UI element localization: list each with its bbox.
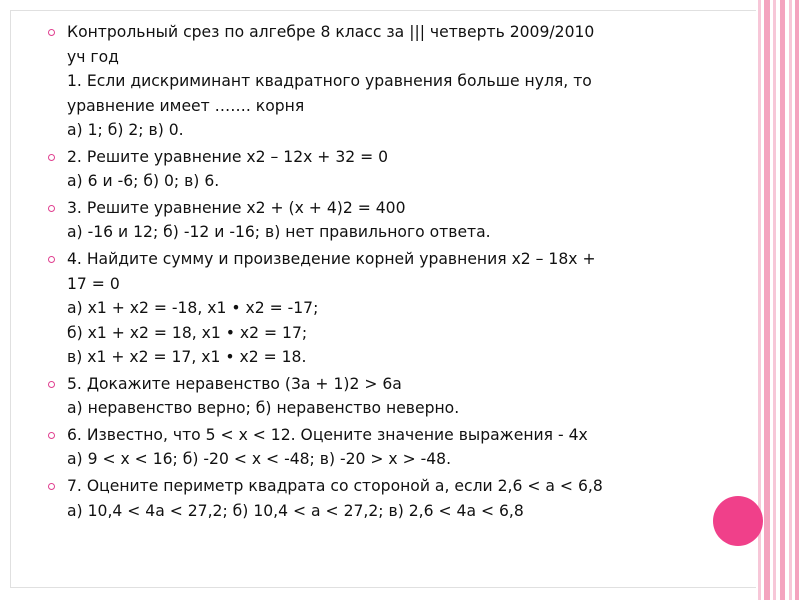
item-line: б) х1 + х2 = 18, х1 • х2 = 17;: [67, 323, 308, 342]
decorative-circle: [713, 496, 763, 546]
list-item: [48, 423, 688, 472]
bullet-icon: [48, 432, 55, 439]
item-line: а) -16 и 12; б) -12 и -16; в) нет правильного ответа.: [67, 223, 491, 242]
item-line: 5. Докажите неравенство (3а + 1)2 > 6а: [67, 374, 402, 393]
item-line: 3. Решите уравнение х2 + (х + 4)2 = 400: [67, 198, 406, 217]
item-line: Контрольный срез по алгебре 8 класс за ||| четверть 2009/2010: [67, 23, 595, 41]
item-line: уравнение имеет ……. корня: [67, 96, 305, 115]
bullet-icon: [48, 29, 55, 36]
list-item: [48, 20, 688, 143]
stripe: [795, 0, 799, 600]
stripe: [780, 0, 785, 600]
bullet-icon: [48, 205, 55, 212]
bullet-icon: [48, 483, 55, 490]
item-line: 6. Известно, что 5 < х < 12. Оцените значение выражения - 4х: [67, 425, 588, 444]
list-item: [48, 372, 688, 421]
list-item: [48, 196, 688, 245]
slide-content: [48, 20, 688, 525]
item-line: 1. Если дискриминант квадратного уравнения больше нуля, то: [67, 72, 592, 90]
list-item: [48, 474, 688, 523]
list-item: [48, 145, 688, 194]
item-line: 2. Решите уравнение х2 – 12х + 32 = 0: [67, 147, 389, 166]
item-line: а) 6 и -6; б) 0; в) 6.: [67, 172, 220, 191]
list-item: [48, 247, 688, 370]
decorative-stripes: [756, 0, 800, 600]
item-line: а) неравенство верно; б) неравенство неверно.: [67, 399, 460, 418]
item-line: 17 = 0: [67, 274, 120, 293]
item-line: а) 10,4 < 4а < 27,2; б) 10,4 < а < 27,2; в) 2,6 < 4а < 6,8: [67, 501, 524, 520]
bullet-icon: [48, 154, 55, 161]
item-line: а) х1 + х2 = -18, х1 • х2 = -17;: [67, 299, 319, 318]
item-line: а) 1; б) 2; в) 0.: [67, 121, 184, 139]
bullet-icon: [48, 381, 55, 388]
item-line: уч год: [67, 47, 119, 66]
item-line: а) 9 < х < 16; б) -20 < х < -48; в) -20 > х > -48.: [67, 450, 452, 469]
item-line: в) х1 + х2 = 17, х1 • х2 = 18.: [67, 348, 307, 367]
stripe: [773, 0, 776, 600]
item-line: 4. Найдите сумму и произведение корней уравнения х2 – 18х +: [67, 250, 596, 269]
stripe: [764, 0, 770, 600]
item-line: 7. Оцените периметр квадрата со стороной а, если 2,6 < а < 6,8: [67, 477, 603, 496]
bullet-icon: [48, 256, 55, 263]
stripe: [789, 0, 792, 600]
